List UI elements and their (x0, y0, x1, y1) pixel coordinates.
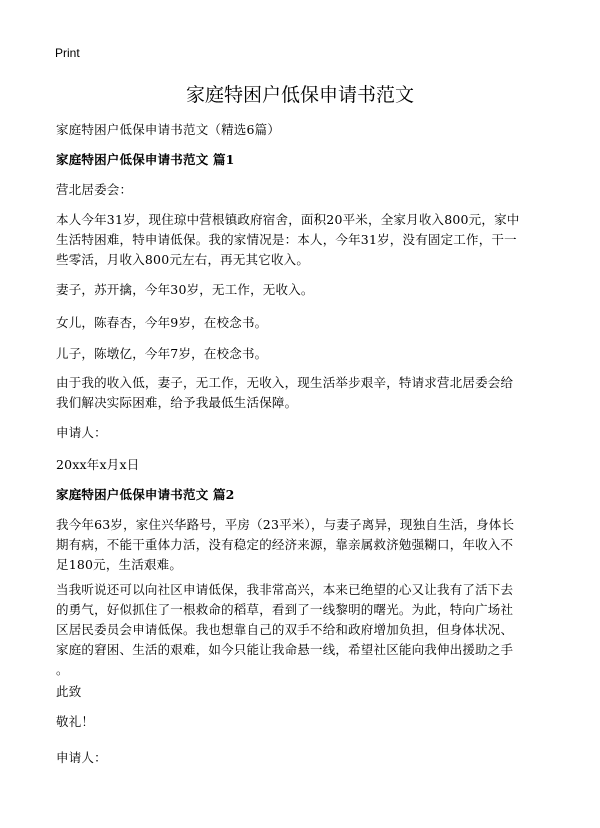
section1-heading: 家庭特困户低保申请书范文 篇1 (56, 152, 235, 167)
section1-paragraph1 (56, 210, 552, 270)
section2-paragraph1 (56, 515, 552, 575)
text-line: 足180元，生活艰难。 (56, 557, 183, 572)
section1-son: 儿子，陈墩亿，今年7岁，在校念书。 (56, 346, 268, 361)
text-line: 些零活，月收入800元左右，再无其它收入。 (56, 252, 310, 267)
text-line: 的勇气，好似抓住了一根救命的稻草，看到了一线黎明的曙光。为此，特向广场社 (56, 602, 514, 617)
section1-applicant: 申请人： (56, 425, 107, 440)
text-line: 区居民委员会申请低保。我也想靠自己的双手不给和政府增加负担，但身体状况、 (56, 622, 514, 637)
section1-wife: 妻子，苏开擒，今年30岁，无工作，无收入。 (56, 282, 314, 297)
text-line: 生活特困难，特申请低保。我的家情况是：本人，今年31岁，没有固定工作，干一 (56, 232, 517, 247)
section1-salutation: 营北居委会： (56, 182, 133, 197)
section1-paragraph2 (56, 373, 552, 413)
text-line: 。 (56, 662, 69, 677)
subtitle: 家庭特困户低保申请书范文（精选6篇） (56, 122, 281, 137)
text-line: 我们解决实际困难，给予我最低生活保障。 (56, 395, 298, 410)
text-line: 家庭的窘困、生活的艰难，如今只能让我命悬一线，希望社区能向我伸出援助之手 (56, 642, 514, 657)
text-line: 本人今年31岁，现住琼中营根镇政府宿舍，面积20平米，全家月收入800元，家中 (56, 212, 520, 227)
document-title: 家庭特困户低保申请书范文 (185, 84, 414, 106)
text-line: 我今年63岁，家住兴华路号，平房（23平米），与妻子离异，现独自生活，身体长 (56, 517, 515, 532)
section2-closing1: 此致 (56, 684, 82, 699)
section1-date: 20xx年x月x日 (56, 457, 140, 472)
text-line: 当我听说还可以向社区申请低保，我非常高兴，本来已绝望的心又让我有了活下去 (56, 582, 514, 597)
section2-heading: 家庭特困户低保申请书范文 篇2 (56, 487, 235, 502)
section2-applicant: 申请人： (56, 750, 107, 765)
section2-paragraph2 (56, 580, 552, 680)
section1-daughter: 女儿，陈春杏，今年9岁，在校念书。 (56, 315, 268, 330)
text-line: 期有病，不能干重体力活，没有稳定的经济来源，靠亲属救济勉强糊口，年收入不 (56, 537, 514, 552)
print-link[interactable]: Print (55, 46, 80, 60)
section2-closing2: 敬礼！ (56, 714, 95, 729)
text-line: 由于我的收入低，妻子，无工作，无收入，现生活举步艰辛，特请求营北居委会给 (56, 375, 514, 390)
